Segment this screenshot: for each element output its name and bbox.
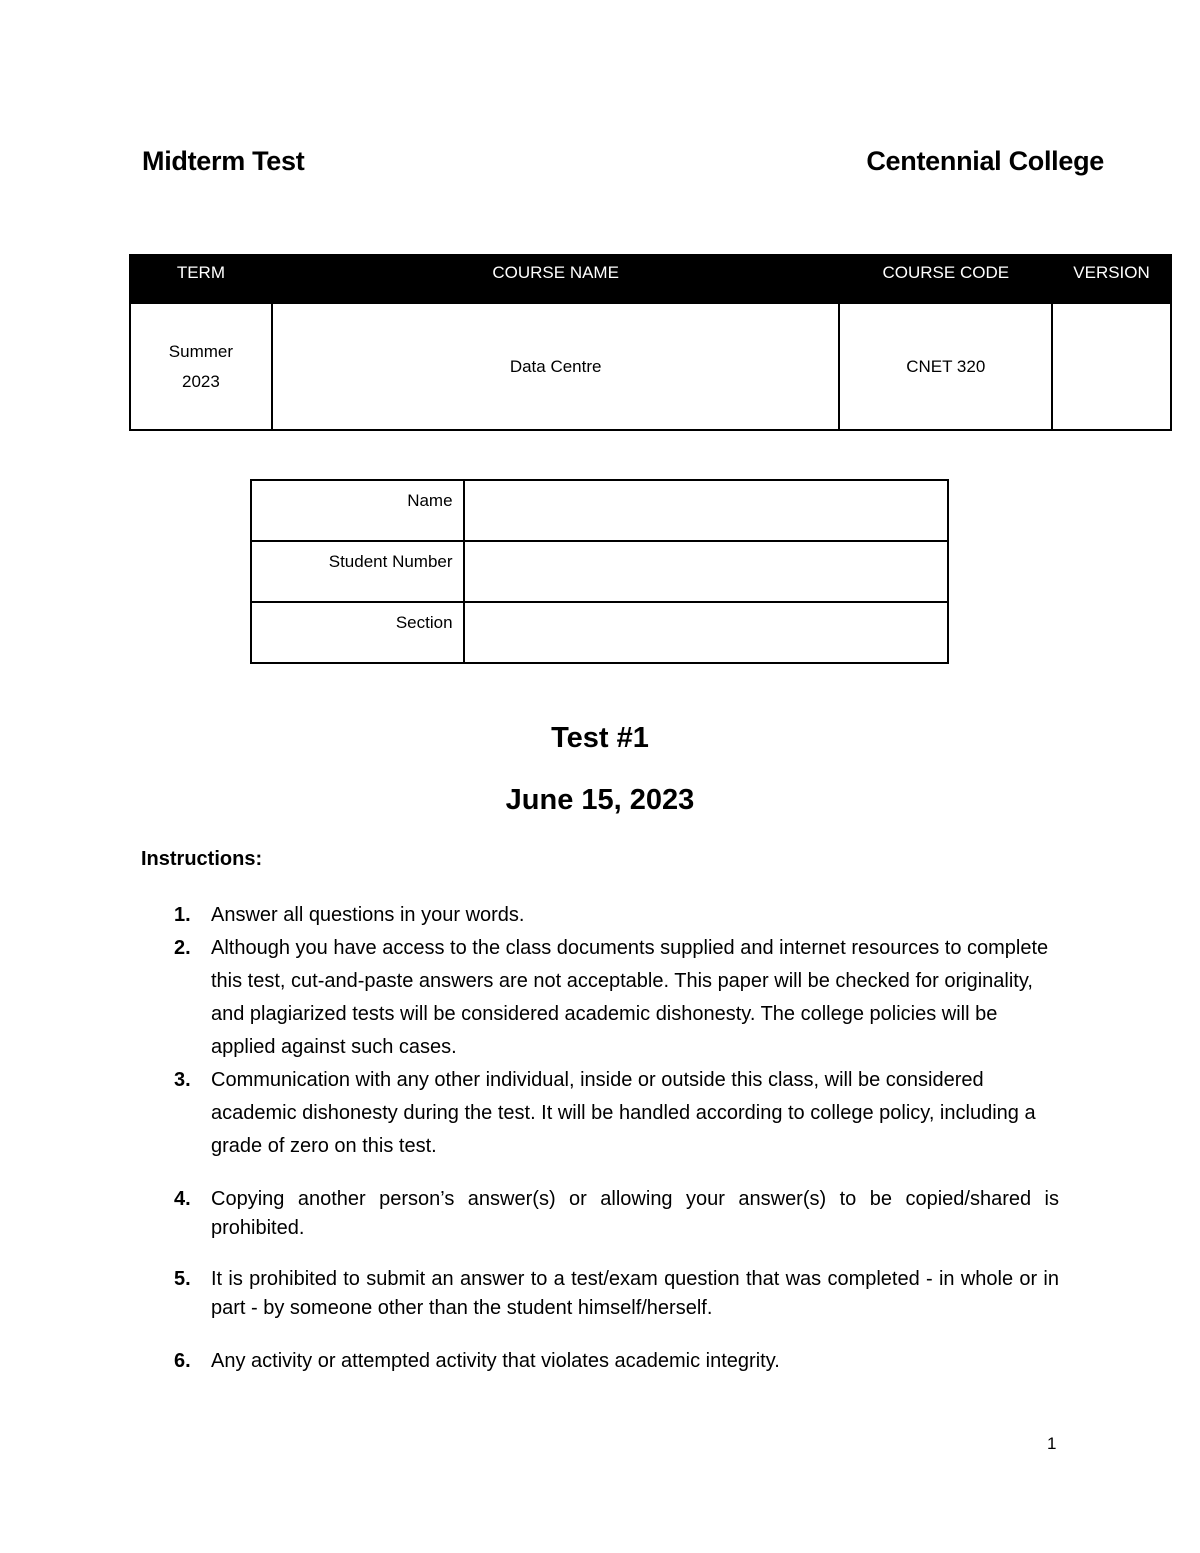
- student-info-table: [250, 479, 949, 664]
- list-item-text: Answer all questions in your words.: [211, 904, 525, 926]
- course-info-table: [129, 254, 1172, 431]
- name-field[interactable]: [464, 480, 948, 541]
- test-date: June 15, 2023: [505, 784, 695, 816]
- document-title: Midterm Test: [142, 146, 305, 176]
- list-item-number: 1.: [174, 904, 191, 926]
- test-title: Test #1: [551, 722, 649, 754]
- name-label: Name: [251, 480, 464, 541]
- header-course-name: COURSE NAME: [272, 255, 840, 303]
- cell-course-name: Data Centre: [272, 303, 840, 430]
- header-term: TERM: [130, 255, 272, 303]
- section-field[interactable]: [464, 602, 948, 663]
- student-number-field[interactable]: [464, 541, 948, 602]
- student-row-section: [251, 602, 948, 663]
- list-item-text: Although you have access to the class documents supplied and internet resources to complete this test, cut-and-paste answers are not acceptable. This paper will be checked for originality, and plagiarized tests will be considered academic dishonesty. The college policies will be applied against such cases.: [211, 937, 1049, 1058]
- list-item-text: Copying another person’s answer(s) or allowing your answer(s) to be copied/shared is prohibited.: [211, 1188, 1059, 1239]
- list-item: [141, 1185, 1059, 1243]
- list-item-number: 3.: [174, 1069, 191, 1091]
- header-course-code: COURSE CODE: [839, 255, 1052, 303]
- institution-name: Centennial College: [866, 146, 1104, 176]
- list-item-number: 4.: [174, 1188, 191, 1210]
- course-table-header-row: [130, 255, 1171, 303]
- list-item-text: It is prohibited to submit an answer to a test/exam question that was completed - in whole or in part - by someone other than the student himself/herself.: [211, 1268, 1059, 1319]
- instructions-heading: Instructions:: [141, 848, 263, 870]
- list-item: [141, 932, 1059, 1064]
- list-item-number: 2.: [174, 937, 191, 959]
- list-item-number: 6.: [174, 1350, 191, 1372]
- header-version: VERSION: [1052, 255, 1171, 303]
- student-row-number: [251, 541, 948, 602]
- student-row-name: [251, 480, 948, 541]
- student-number-label: Student Number: [251, 541, 464, 602]
- list-item: [141, 899, 1059, 932]
- section-label: Section: [251, 602, 464, 663]
- cell-term: [130, 303, 272, 430]
- list-item: [141, 1345, 1059, 1378]
- instructions-list: [141, 899, 1059, 1378]
- page-number: 1: [1047, 1434, 1057, 1453]
- cell-version: [1052, 303, 1171, 430]
- list-item-text: Any activity or attempted activity that violates academic integrity.: [211, 1350, 780, 1372]
- list-item: [141, 1265, 1059, 1323]
- list-item-text: Communication with any other individual, inside or outside this class, will be considered academic dishonesty during the test. It will be handled according to college policy, including a grade of zero on this test.: [211, 1069, 1036, 1157]
- list-item: [141, 1064, 1059, 1163]
- cell-course-code: CNET 320: [839, 303, 1052, 430]
- term-value: Summer 2023: [168, 341, 234, 391]
- course-table-row: [130, 303, 1171, 430]
- list-item-number: 5.: [174, 1268, 191, 1290]
